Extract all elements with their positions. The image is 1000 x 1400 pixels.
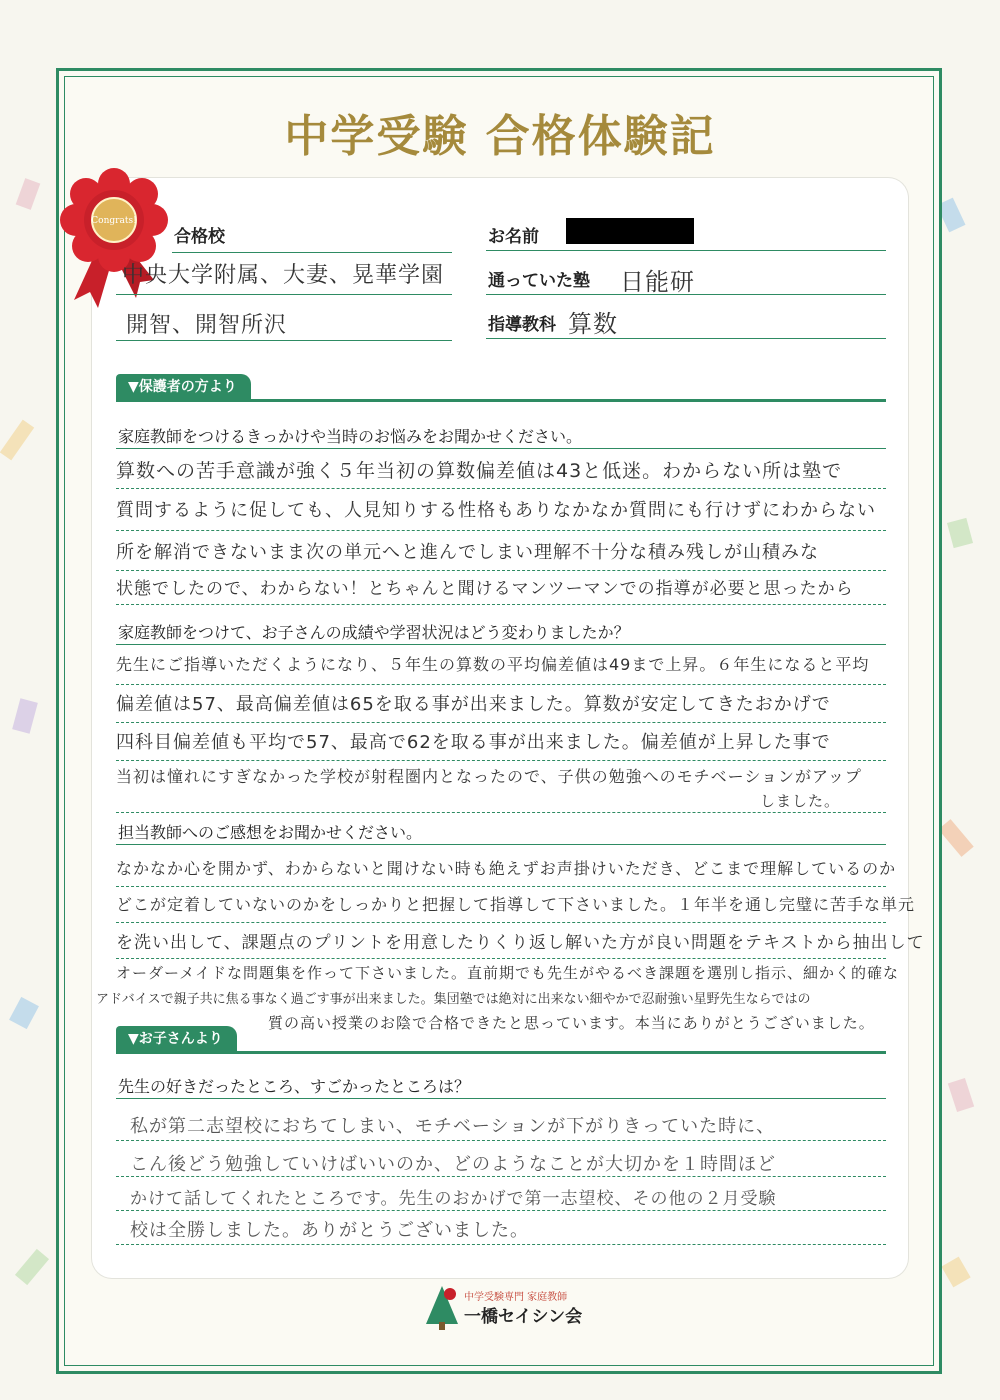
subject-label: 指導教科 — [488, 315, 556, 335]
answer-2-line: 当初は憧れにすぎなかった学校が射程圏内となったので、子供の勉強へのモチベーションがアップ — [116, 767, 862, 786]
parent-question-2: 家庭教師をつけて、お子さんの成績や学習状況はどう変わりましたか？ — [118, 623, 630, 642]
child-answer-line: 校は全勝しました。ありがとうございました。 — [130, 1220, 529, 1241]
question-2-rule — [116, 644, 886, 645]
answer-rule — [116, 958, 886, 959]
logo-name: 一橋セイシン会 — [464, 1307, 583, 1327]
child-answer-line: 私が第二志望校におちてしまい、モチベーションが下がりきっていた時に、 — [130, 1116, 776, 1137]
answer-rule — [116, 922, 886, 923]
name-label: お名前 — [488, 227, 539, 247]
subject-value: 算数 — [568, 310, 618, 338]
parent-question-3: 担当教師へのご感想をお聞かせください。 — [118, 823, 423, 842]
badge-text: Congrats! — [91, 216, 137, 226]
juku-value: 日能研 — [620, 268, 695, 296]
child-question-rule — [116, 1098, 886, 1099]
answer-rule — [116, 1244, 886, 1245]
school-line-1-rule — [116, 294, 452, 295]
answer-rule — [116, 530, 886, 531]
juku-label: 通っていた塾 — [488, 271, 590, 291]
answer-1-line: 質問するように促しても、人見知りする性格もありなかなか質問にも行けずにわからない — [116, 500, 876, 521]
school-label-rule — [172, 252, 452, 253]
answer-2-line: 先生にご指導いただくようになり、５年生の算数の平均偏差値は49まで上昇。６年生になると平均 — [116, 655, 870, 674]
parent-question-1: 家庭教師をつけるきっかけや当時のお悩みをお聞かせください。 — [118, 427, 583, 446]
page-title: 中学受験 合格体験記 — [284, 111, 716, 162]
school-line-2: 開智、開智所沢 — [126, 313, 288, 338]
answer-rule — [116, 570, 886, 571]
answer-rule — [116, 604, 886, 605]
question-1-rule — [116, 448, 886, 449]
answer-rule — [116, 488, 886, 489]
child-answer-line: こん後どう勉強していけばいいのか、どのようなことが大切かを１時間ほど — [130, 1154, 776, 1175]
child-answer-line: かけて話してくれたところです。先生のおかげで第一志望校、その他の２月受験 — [130, 1189, 777, 1209]
answer-3-line: どこが定着していないのかをしっかりと把握して指導して下さいました。１年半を通し完璧に苦手な単元 — [116, 895, 916, 914]
school-label: 合格校 — [174, 227, 225, 247]
answer-3-line: 質の高い授業のお陰で合格できたと思っています。本当にありがとうございました。 — [268, 1014, 875, 1032]
name-rule — [486, 250, 886, 251]
answer-rule — [116, 1210, 886, 1211]
answer-2-line: 四科目偏差値も平均で57、最高で62を取る事が出来ました。偏差値が上昇した事で — [116, 732, 831, 753]
answer-3-line: オーダーメイドな問題集を作って下さいました。直前期でも先生がやるべき課題を選別し指示、細かく的確な — [116, 964, 899, 982]
answer-3-line: を洗い出して、課題点のプリントを用意したりくり返し解いた方が良い問題をテキストから抽出して — [116, 933, 925, 953]
question-3-rule — [116, 844, 886, 845]
answer-1-line: 算数への苦手意識が強く５年当初の算数偏差値は43と低迷。わからない所は塾で — [116, 460, 843, 482]
answer-rule — [116, 812, 886, 813]
child-section-tab: ▼お子さんより — [116, 1026, 237, 1052]
juku-rule — [486, 294, 886, 295]
school-line-1: 中央大学附属、大妻、晃華学園 — [122, 263, 445, 288]
answer-rule — [116, 684, 886, 685]
child-section-line — [116, 1051, 886, 1054]
answer-rule — [116, 1140, 886, 1141]
answer-rule — [116, 722, 886, 723]
school-line-2-rule — [116, 340, 452, 341]
answer-rule — [116, 1176, 886, 1177]
subject-rule — [486, 338, 886, 339]
answer-1-line: 状態でしたので、わからない！とちゃんと聞けるマンツーマンでの指導が必要と思ったから — [116, 579, 854, 599]
answer-3-line: アドバイスで親子共に焦る事なく過ごす事が出来ました。集団塾では絶対に出来ない細やかで忍耐強い星野先生ならではの — [96, 992, 811, 1007]
answer-rule — [116, 760, 886, 761]
logo-subtitle: 中学受験専門 家庭教師 — [464, 1292, 568, 1303]
answer-2-line: 偏差値は57、最高偏差値は65を取る事が出来ました。算数が安定してきたおかげで — [116, 694, 831, 715]
redacted-name — [566, 218, 694, 244]
child-question-1: 先生の好きだったところ、すごかったところは？ — [118, 1077, 471, 1096]
parent-section-tab: ▼保護者の方より — [116, 374, 251, 400]
answer-1-line: 所を解消できないまま次の単元へと進んでしまい理解不十分な積み残しが山積みな — [116, 542, 819, 563]
answer-2-line: しました。 — [760, 792, 841, 810]
answer-3-line: なかなか心を開かず、わからないと聞けない時も絶えずお声掛けいただき、どこまで理解しているのか — [116, 859, 897, 878]
tree-logo-icon — [424, 1284, 460, 1332]
answer-rule — [116, 886, 886, 887]
parent-section-line — [116, 399, 886, 402]
